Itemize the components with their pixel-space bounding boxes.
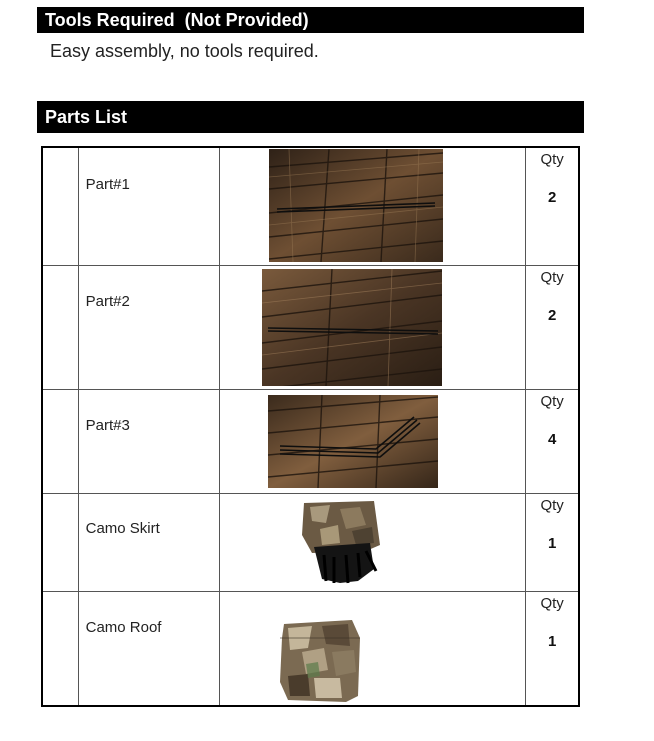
part-name: Part#3 [85,416,130,434]
qty-label: Qty [540,496,564,514]
table-row [42,265,579,389]
part-name-cell [78,493,219,591]
camo-roof-photo [278,618,363,704]
qty-cell [526,591,579,706]
part-3-photo [268,395,438,488]
blank-cell [42,389,78,493]
part-image-cell [219,591,526,706]
qty-label: Qty [540,594,564,612]
parts-list-heading: Parts List [37,101,584,133]
part-image-cell [219,147,526,265]
part-image-cell [219,389,526,493]
qty-label: Qty [540,268,564,286]
part-1-photo [269,149,443,262]
qty-cell [526,147,579,265]
tools-required-heading: Tools Required (Not Provided) [37,7,584,33]
qty-cell [526,493,579,591]
table-row [42,493,579,591]
blank-cell [42,147,78,265]
table-row [42,591,579,706]
part-name: Camo Skirt [85,519,160,537]
part-name-cell [78,591,219,706]
qty-cell [526,389,579,493]
qty-label: Qty [540,151,564,168]
qty-cell [526,265,579,389]
qty-value: 2 [547,306,557,324]
part-2-photo [262,269,442,386]
part-name-cell [78,147,219,265]
qty-label: Qty [540,392,564,410]
part-name-cell [78,389,219,493]
part-name: Part#2 [85,292,130,310]
blank-cell [42,493,78,591]
qty-value: 4 [547,430,557,448]
part-name: Part#1 [85,176,130,193]
blank-cell [42,265,78,389]
parts-table [41,146,580,707]
qty-value: 1 [547,632,557,650]
table-row [42,389,579,493]
qty-value: 1 [547,534,557,552]
qty-value: 2 [547,189,557,206]
part-image-cell [219,493,526,591]
blank-cell [42,591,78,706]
tools-required-text: Easy assembly, no tools required. [50,41,319,61]
part-name-cell [78,265,219,389]
table-row [42,147,579,265]
part-name: Camo Roof [85,618,162,636]
camo-skirt-photo [300,499,384,585]
part-image-cell [219,265,526,389]
